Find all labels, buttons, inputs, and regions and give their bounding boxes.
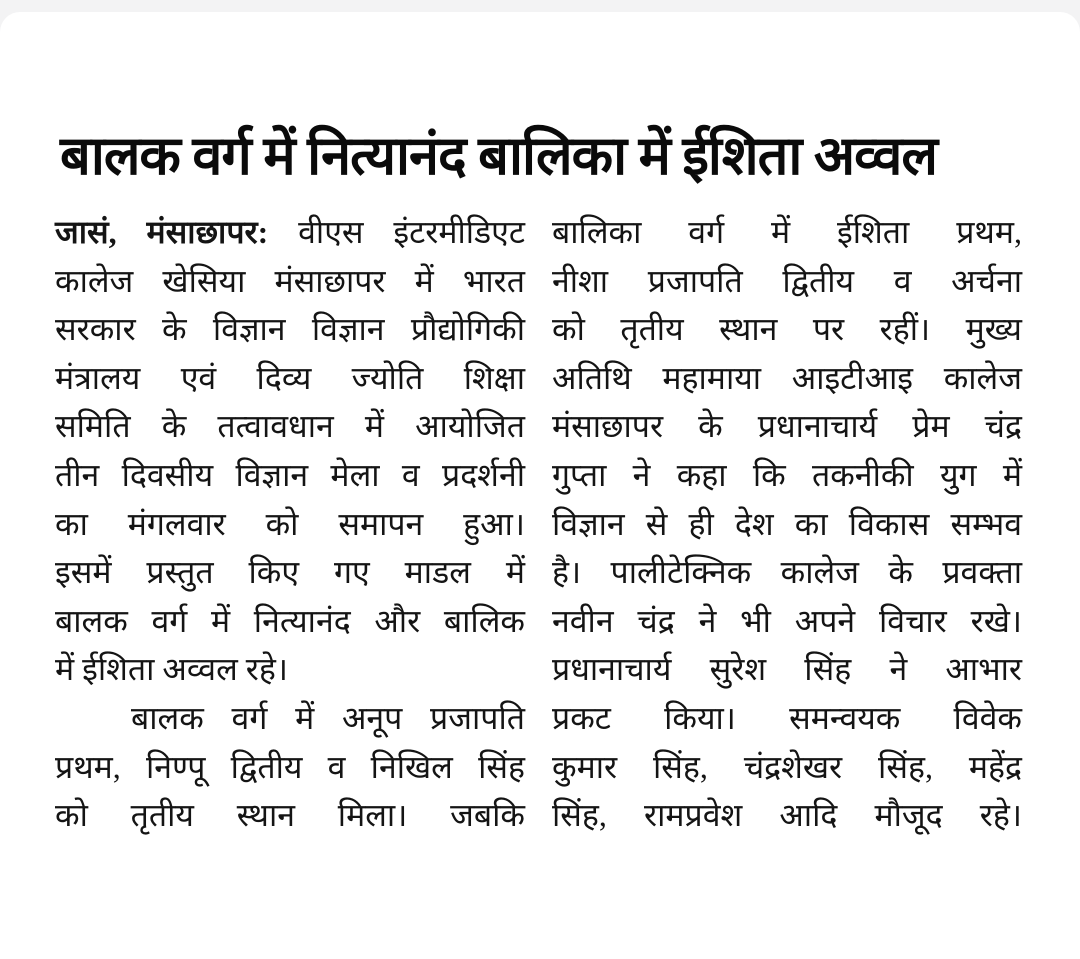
article-line: कुमार सिंह, चंद्रशेखर सिंह, महेंद्र [552,748,1022,785]
article-line: विज्ञान से ही देश का विकास सम्भव [552,505,1022,542]
article-line: है। पालीटेक्निक कालेज के प्रवक्ता [552,554,1022,591]
article-line: बालक वर्ग में नित्यानंद और बालिक [55,602,525,639]
article-line: कालेज खेसिया मंसाछापर में भारत [55,262,525,299]
article-line: मंत्रालय एवं दिव्य ज्योति शिक्षा [55,359,525,396]
article-body [55,208,1022,840]
article-column-left [55,208,525,840]
dateline: जासं, मंसाछापर: [55,214,269,250]
article-line: गुप्ता ने कहा कि तकनीकी युग में [552,456,1022,493]
article-line: समिति के तत्वावधान में आयोजित [55,408,525,445]
article-line: को तृतीय स्थान मिला। जबकि [55,797,525,834]
article-line: तीन दिवसीय विज्ञान मेला व प्रदर्शनी [55,456,525,493]
article-line: सिंह, रामप्रवेश आदि मौजूद रहे। [552,797,1022,834]
article-line: में ईशिता अव्वल रहे। [55,651,288,688]
article-line: का मंगलवार को समापन हुआ। [55,505,525,542]
article-line: बालक वर्ग में अनूप प्रजापति [131,699,525,736]
article-line: इसमें प्रस्तुत किए गए माडल में [55,554,525,591]
article-line: नीशा प्रजापति द्वितीय व अर्चना [552,262,1022,299]
article-line: बालिका वर्ग में ईशिता प्रथम, [552,214,1022,250]
article-headline: बालक वर्ग में नित्यानंद बालिका में ईशिता अव्वल [60,126,938,186]
article-line: प्रथम, निण्पू द्वितीय व निखिल सिंह [55,748,525,785]
article-line: सरकार के विज्ञान विज्ञान प्रौद्योगिकी [55,311,525,348]
article-line: मंसाछापर के प्रधानाचार्य प्रेम चंद्र [552,408,1022,445]
article-line: जासं, मंसाछापर: वीएस इंटरमीडिएट [55,214,525,250]
article-card [0,12,1080,959]
article-line: प्रधानाचार्य सुरेश सिंह ने आभार [552,651,1022,688]
article-line: अतिथि महामाया आइटीआइ कालेज [552,359,1022,396]
article-line: को तृतीय स्थान पर रहीं। मुख्य [552,311,1022,348]
article-line: नवीन चंद्र ने भी अपने विचार रखे। [552,602,1022,639]
article-line: प्रकट किया। समन्वयक विवेक [552,699,1022,736]
article-column-right [552,208,1022,840]
